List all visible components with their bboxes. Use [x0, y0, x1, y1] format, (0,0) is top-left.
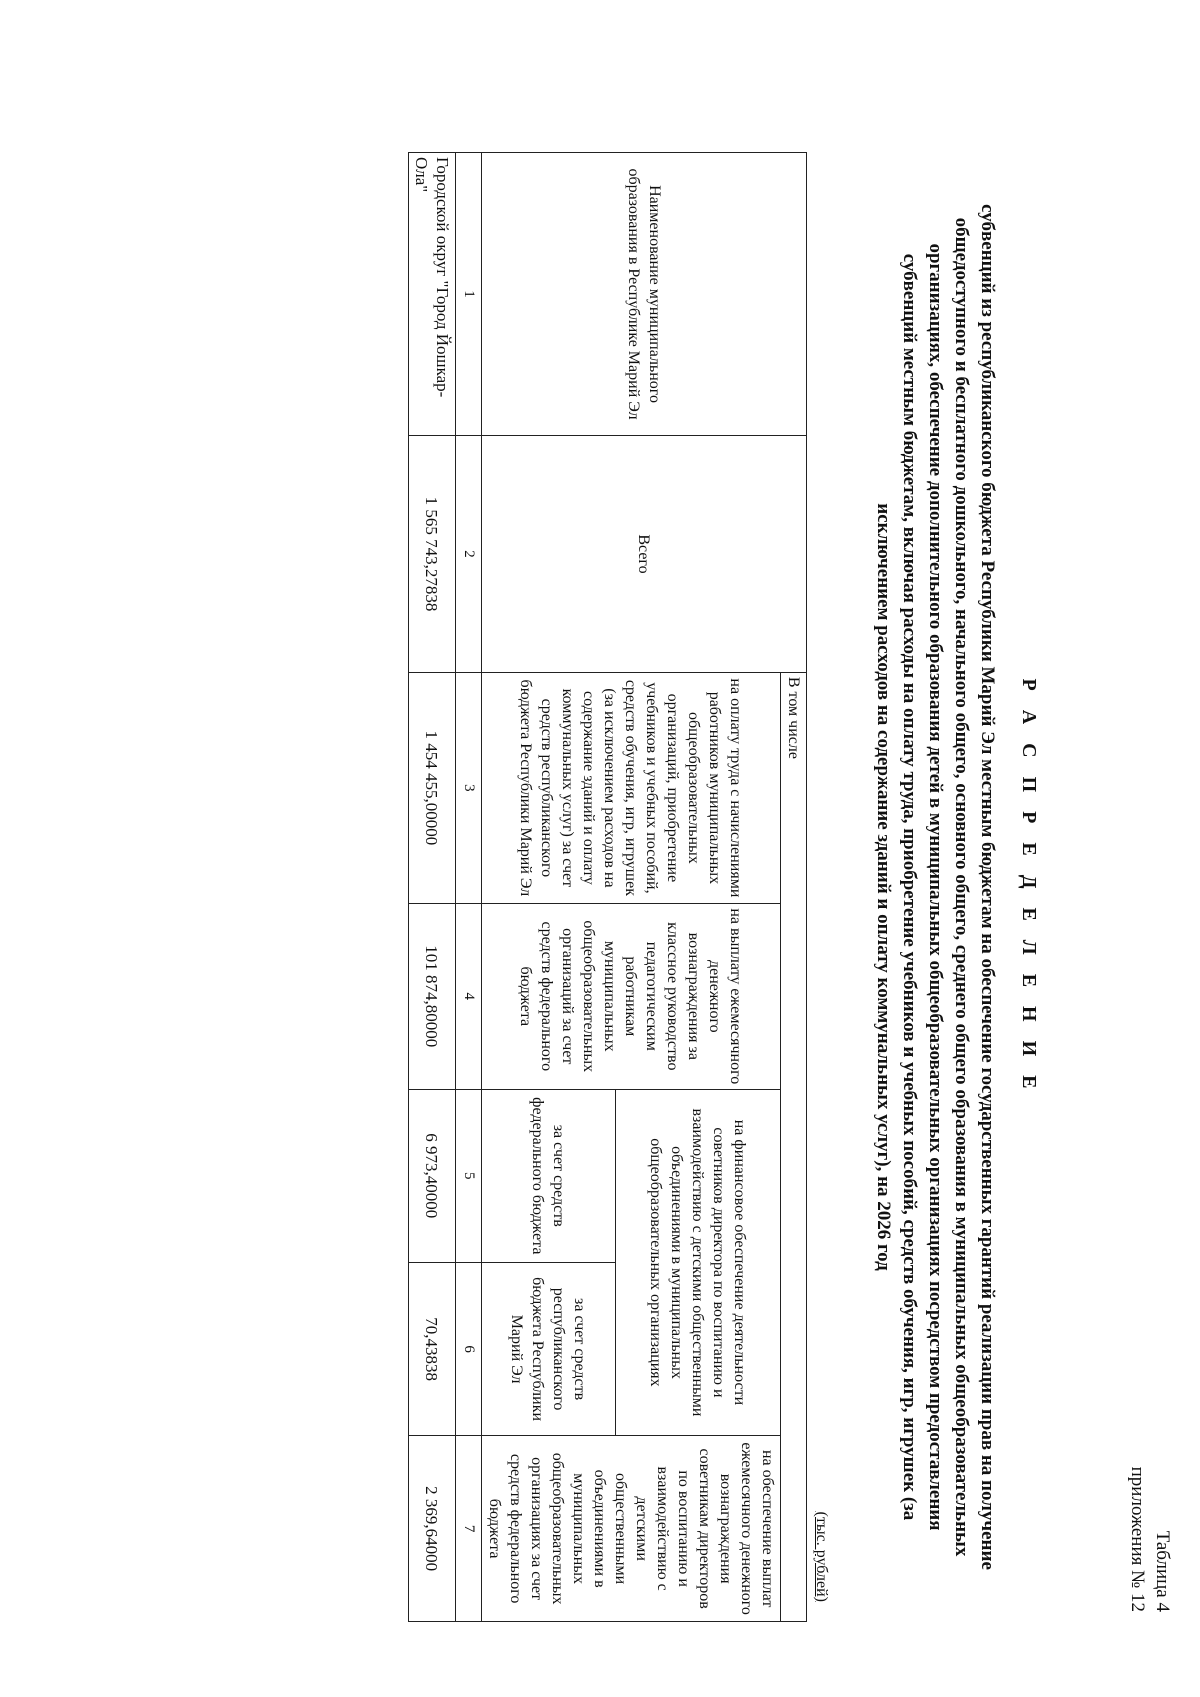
header-total: Всего [482, 436, 807, 673]
row-col3-value: 1 454 455,00000 [409, 672, 456, 903]
row-total: 1 565 743,27838 [409, 436, 456, 673]
document-subtitle: субвенций из республиканского бюджета Республики Марий Эл местным бюджетам на обеспечение государственных гарантий реализации прав на получение общедоступного и бесплатного дошкольного, начального общего, основного общего, среднего общего образования в муниципальных общеобразовательных организациях, обеспечение дополнительного образования детей в муниципальных общеобразовательных организациях посредством предоставления субвенций местным бюджетам, включая расходы на оплату труда, приобретение учебников и учебных пособий, средств обучения, игр, игрушек (за исключением расходов на содержание зданий и оплату коммунальных услуг), на 2026 год [873, 204, 998, 1570]
units-label: (тыс. рублей) [813, 1511, 830, 1602]
distribution-table [408, 152, 807, 1622]
header-col5: за счет средств федерального бюджета [482, 1089, 616, 1262]
header-col3: на оплату труда с начислениями работников муниципальных общеобразовательных организаций, приобретение учебников и учебных пособий, средств обучения, игр, игрушек (за исключением расходов на содержание зданий и оплату коммунальных услуг) за счет средств республиканского бюджета Республики Марий Эл [482, 672, 781, 903]
header-col6: за счет средств республиканского бюджета Республики Марий Эл [482, 1262, 616, 1435]
column-number: 1 [456, 153, 482, 436]
document-page [175, 152, 1175, 1622]
table-label: Таблица 4 [1152, 1530, 1173, 1612]
column-number: 5 [456, 1089, 482, 1262]
table-reference [1125, 1467, 1175, 1612]
header-municipality: Наименование муниципального образования в Республике Марий Эл [482, 153, 807, 436]
column-number: 2 [456, 436, 482, 673]
row-col6-value: 70,43838 [409, 1262, 456, 1435]
column-number: 3 [456, 672, 482, 903]
row-col5-value: 6 973,40000 [409, 1089, 456, 1262]
header-col4: на выплату ежемесячного денежного вознаграждения за классное руководство педагогическим работникам муниципальных общеобразовательных организаций за счет средств федерального бюджета [482, 903, 781, 1089]
column-numbers-row [456, 153, 482, 1622]
column-number: 4 [456, 903, 482, 1089]
column-number: 6 [456, 1262, 482, 1435]
header-row-1 [781, 153, 807, 1622]
row-col4-value: 101 874,80000 [409, 903, 456, 1089]
header-col7: на обеспечение выплат ежемесячного денежного вознаграждения советникам директоров по воспитанию и взаимодействию с детскими общественными объединениями в муниципальных общеобразовательных организациях за счет средств федерального бюджета [482, 1436, 781, 1622]
header-including: В том числе [781, 672, 807, 1621]
document-title: Р А С П Р Е Д Е Л Е Н И Е [1018, 678, 1040, 1096]
appendix-label: приложения № 12 [1127, 1466, 1148, 1612]
table-row [409, 153, 456, 1622]
row-col7-value: 2 369,64000 [409, 1436, 456, 1622]
header-col56-group: на финансовое обеспечение деятельности советников директора по воспитанию и взаимодействию с детскими общественными объединениями в муниципальных общеобразовательных организациях [615, 1089, 780, 1436]
row-municipality-name: Городской округ "Город Йошкар-Ола" [409, 153, 456, 436]
column-number: 7 [456, 1436, 482, 1622]
